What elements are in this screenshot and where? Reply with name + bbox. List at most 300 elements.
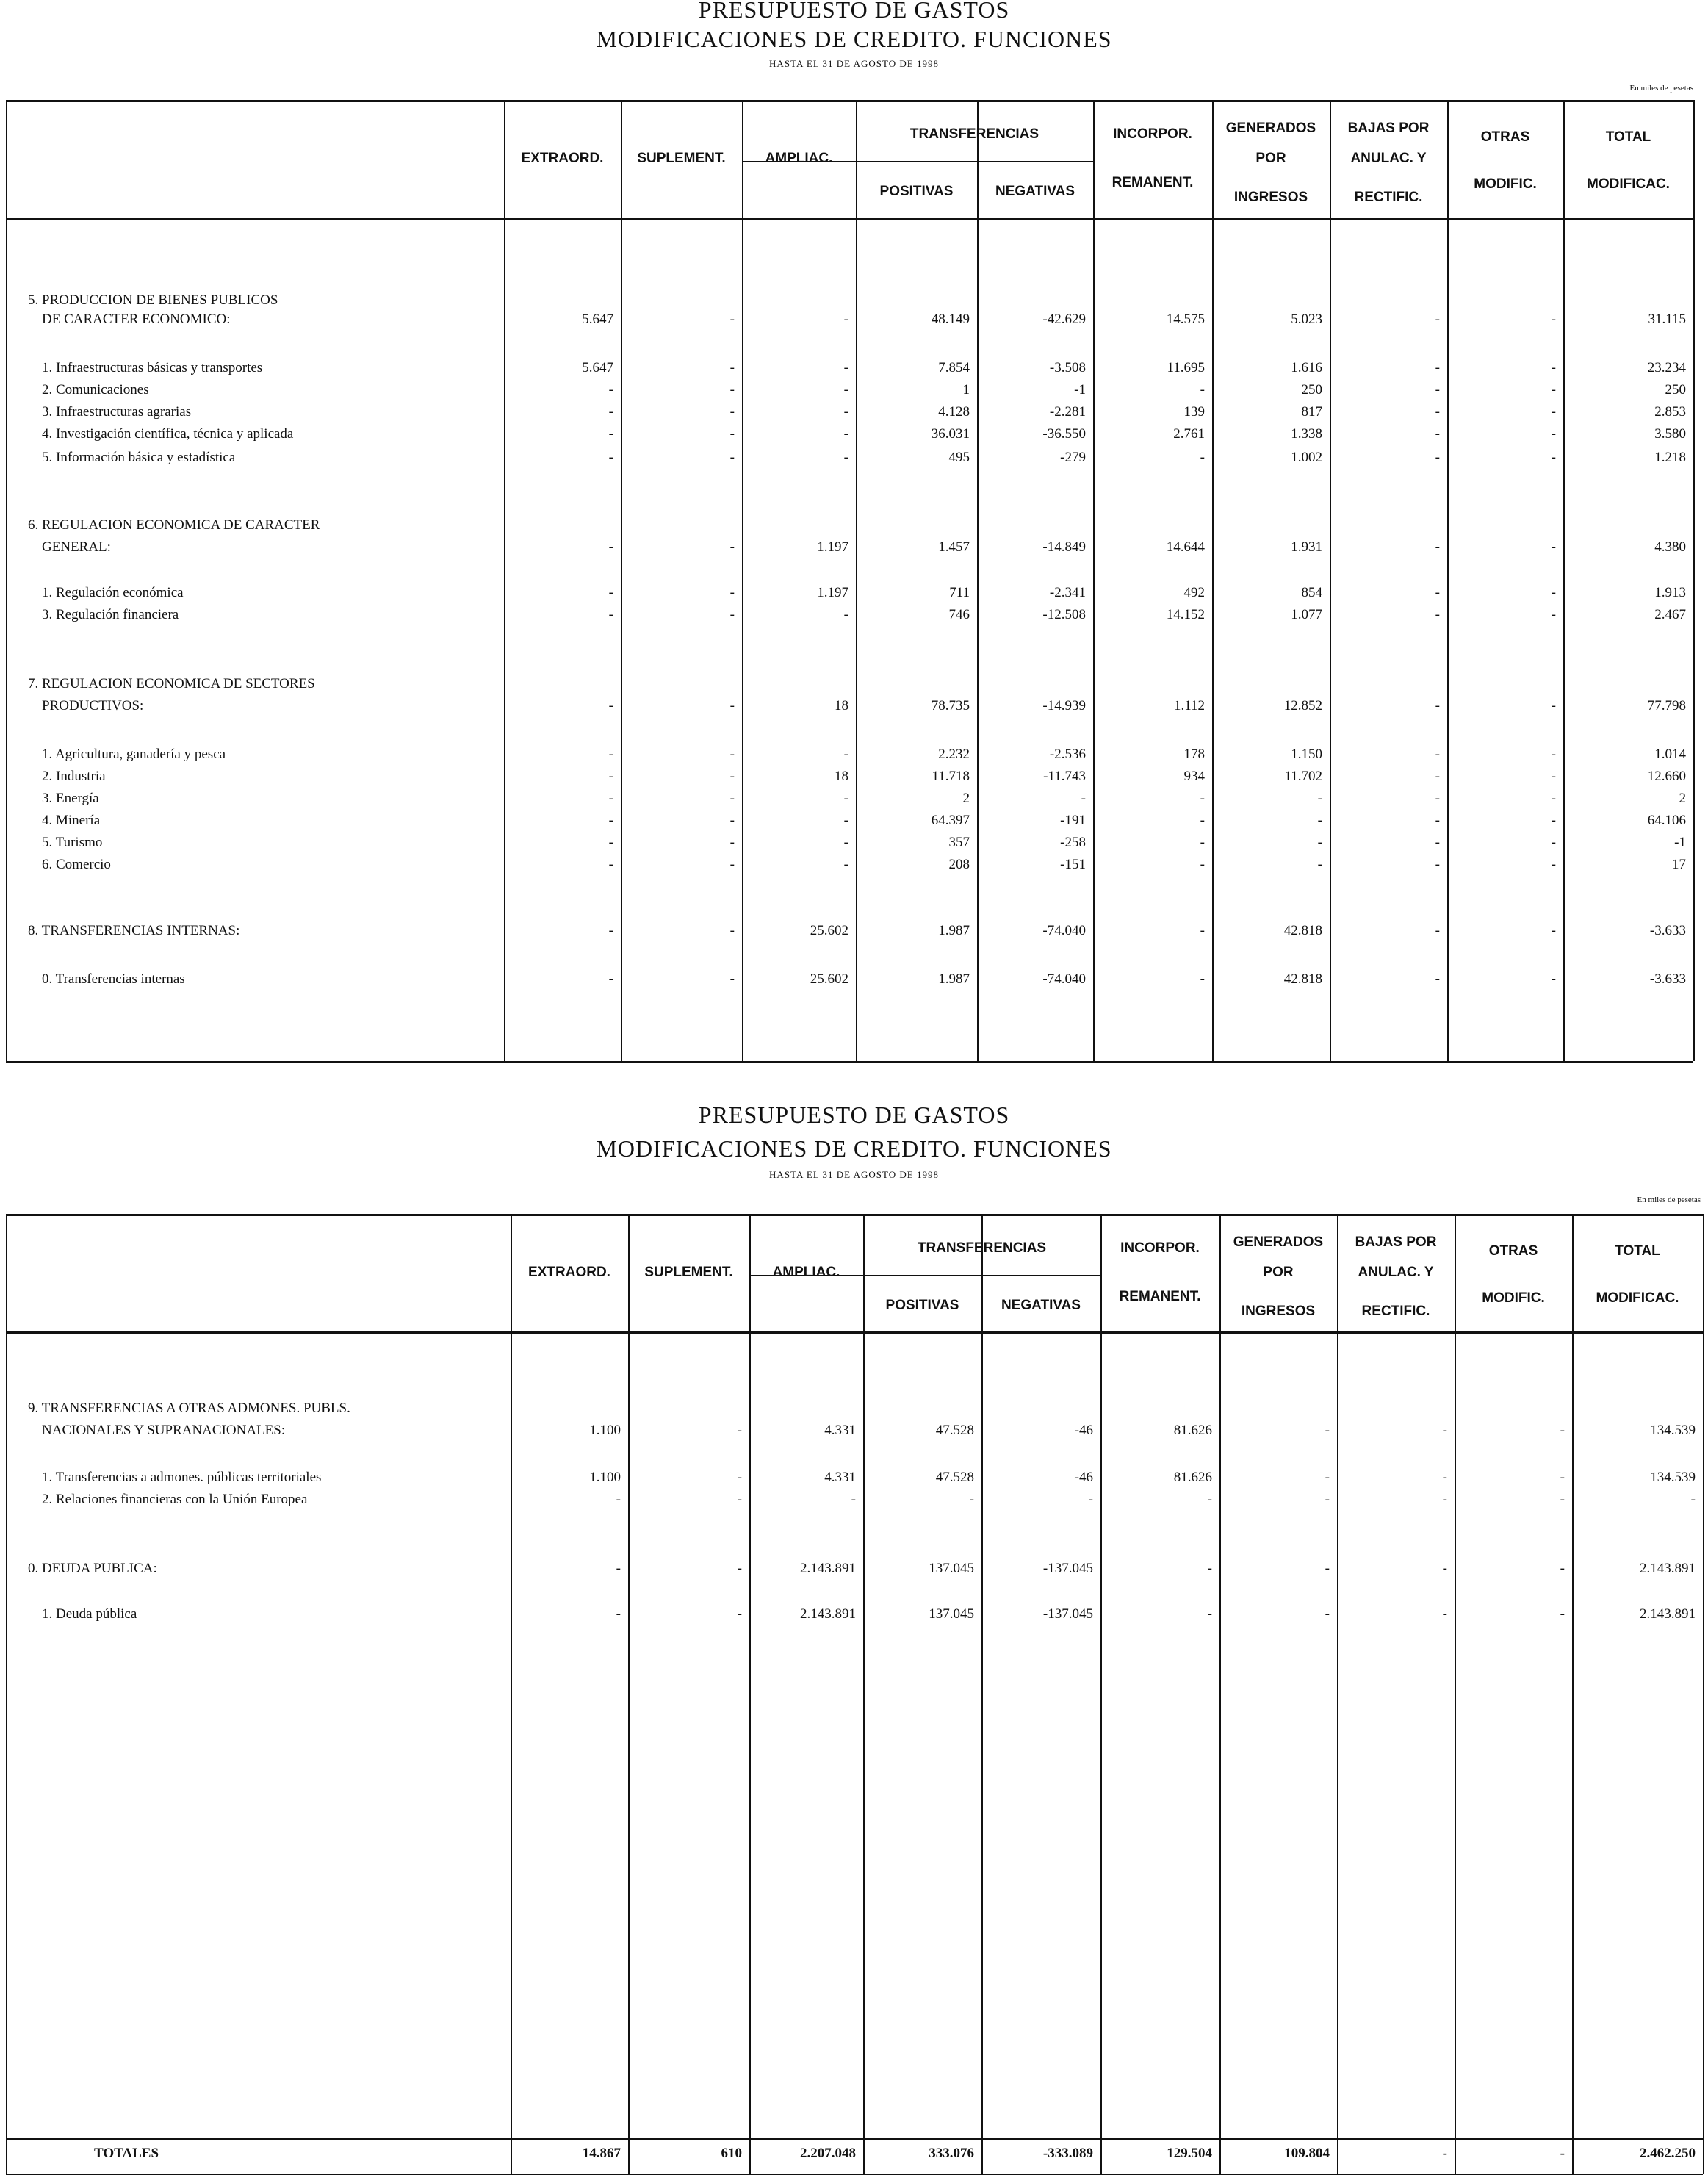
- row-value: -: [737, 1470, 742, 1485]
- column-rule: [6, 100, 7, 1061]
- row-value: 1.002: [1291, 450, 1322, 465]
- row-value: -: [608, 404, 613, 420]
- row-value: -74.040: [1042, 971, 1086, 987]
- row-label: 3. Infraestructuras agrarias: [28, 404, 192, 420]
- col-ampliac: AMPLIAC.: [765, 151, 833, 166]
- col-total-modificac: MODIFICAC.: [1596, 1290, 1679, 1306]
- column-rule: [1093, 100, 1095, 1061]
- row-value: 2.761: [1173, 426, 1205, 442]
- table-row: [0, 813, 1708, 833]
- row-label: 9. TRANSFERENCIAS A OTRAS ADMONES. PUBLS.: [28, 1401, 350, 1416]
- row-value: -: [737, 1606, 742, 1622]
- row-value: 137.045: [929, 1606, 974, 1622]
- column-rule: [1337, 1214, 1338, 2174]
- row-value: 14.152: [1166, 607, 1205, 622]
- table-row: [0, 404, 1708, 425]
- table-row: [0, 791, 1708, 811]
- row-value: 1.913: [1654, 585, 1686, 600]
- row-value: 178: [1183, 747, 1205, 762]
- row-value: -: [1442, 1470, 1447, 1485]
- row-label: GENERAL:: [28, 539, 111, 555]
- row-value: 2.143.891: [1640, 1606, 1696, 1622]
- row-value: 137.045: [929, 1561, 974, 1576]
- row-value: -: [608, 813, 613, 828]
- row-value: -: [729, 312, 735, 327]
- row-value: -2.536: [1049, 747, 1086, 762]
- row-value: -3.633: [1649, 923, 1686, 938]
- row-label: DE CARACTER ECONOMICO:: [28, 312, 231, 327]
- row-value: -: [1317, 857, 1322, 872]
- row-value: -: [843, 360, 848, 375]
- row-label: 6. Comercio: [28, 857, 111, 872]
- row-label: 8. TRANSFERENCIAS INTERNAS:: [28, 923, 240, 938]
- row-value: -: [608, 747, 613, 762]
- row-value: -: [1435, 698, 1440, 713]
- row-value: 47.528: [935, 1470, 974, 1485]
- col-otras: OTRAS: [1488, 1243, 1538, 1259]
- row-value: -: [1207, 1606, 1212, 1622]
- row-value: 18: [835, 698, 848, 713]
- row-value: 25.602: [810, 971, 848, 987]
- col-bajas: BAJAS POR: [1355, 1234, 1437, 1250]
- totals-value: 109.804: [1284, 2146, 1330, 2161]
- table-row: [0, 857, 1708, 877]
- row-value: 1.338: [1291, 426, 1322, 442]
- column-rule: [621, 100, 622, 1061]
- row-value: -: [729, 747, 735, 762]
- row-value: 1.150: [1291, 747, 1322, 762]
- column-rule: [1455, 1214, 1456, 2174]
- row-value: -: [1551, 450, 1556, 465]
- row-value: 2.232: [938, 747, 970, 762]
- row-value: -: [1317, 813, 1322, 828]
- row-value: -: [1435, 585, 1440, 600]
- row-value: -: [608, 382, 613, 398]
- column-rule: [977, 100, 979, 1061]
- row-value: -: [843, 835, 848, 850]
- col-remanent: REMANENT.: [1119, 1289, 1201, 1305]
- row-value: 7.854: [938, 360, 970, 375]
- row-value: -: [608, 607, 613, 622]
- row-value: -: [843, 747, 848, 762]
- col-generados: GENERADOS: [1225, 120, 1316, 136]
- section1-units: En miles de pesetas: [1629, 84, 1693, 93]
- table-row: [0, 971, 1708, 992]
- row-value: -: [608, 971, 613, 987]
- row-label: 0. DEUDA PUBLICA:: [28, 1561, 157, 1576]
- row-value: 134.539: [1650, 1423, 1696, 1438]
- row-value: -: [729, 450, 735, 465]
- col-positivas: POSITIVAS: [885, 1298, 959, 1314]
- row-label: 2. Industria: [28, 769, 106, 784]
- row-value: -: [616, 1606, 621, 1622]
- row-value: 4.128: [938, 404, 970, 420]
- col-incorpor: INCORPOR.: [1113, 126, 1192, 142]
- row-value: -: [616, 1492, 621, 1507]
- row-value: 14.644: [1166, 539, 1205, 555]
- row-value: -: [1200, 791, 1205, 806]
- row-label: 3. Energía: [28, 791, 99, 806]
- row-value: -: [1551, 769, 1556, 784]
- column-rule: [981, 1214, 983, 2174]
- row-value: -151: [1060, 857, 1086, 872]
- row-value: -: [1088, 1492, 1093, 1507]
- column-rule: [1212, 100, 1214, 1061]
- row-value: -: [1551, 698, 1556, 713]
- row-value: -: [1200, 971, 1205, 987]
- row-value: -: [1200, 450, 1205, 465]
- row-value: -: [1551, 835, 1556, 850]
- row-value: -: [1435, 923, 1440, 938]
- row-value: 4.331: [824, 1470, 856, 1485]
- incorpor-subheader-rule: [977, 161, 1093, 162]
- row-value: 1.616: [1291, 360, 1322, 375]
- column-rule: [6, 1214, 7, 2174]
- row-value: -137.045: [1042, 1561, 1093, 1576]
- row-value: 2.467: [1654, 607, 1686, 622]
- row-value: 495: [948, 450, 970, 465]
- row-value: 139: [1183, 404, 1205, 420]
- row-label: 2. Relaciones financieras con la Unión Europea: [28, 1492, 308, 1507]
- row-value: -: [1551, 426, 1556, 442]
- row-value: -: [608, 426, 613, 442]
- col-transferencias: TRANSFERENCIAS: [917, 1240, 1047, 1256]
- row-value: -: [616, 1561, 621, 1576]
- col-generados: GENERADOS: [1233, 1234, 1324, 1250]
- table-top-rule: [6, 100, 1693, 102]
- totals-value: -333.089: [1042, 2146, 1093, 2161]
- row-value: 14.575: [1166, 312, 1205, 327]
- header-bottom-rule: [6, 1331, 1703, 1334]
- row-value: -: [1207, 1492, 1212, 1507]
- row-label: 1. Regulación económica: [28, 585, 184, 600]
- row-value: -: [1435, 835, 1440, 850]
- row-value: -: [843, 813, 848, 828]
- row-value: 1.987: [938, 971, 970, 987]
- row-value: -: [843, 607, 848, 622]
- row-value: 2.143.891: [800, 1606, 856, 1622]
- section1-subtitle-main: MODIFICACIONES DE CREDITO. FUNCIONES: [596, 26, 1112, 52]
- column-rule: [1100, 1214, 1102, 2174]
- row-value: 25.602: [810, 923, 848, 938]
- col-ampliac: AMPLIAC.: [772, 1265, 840, 1280]
- totals-rule: [6, 2138, 1703, 2140]
- row-value: 5.647: [582, 312, 613, 327]
- row-value: -: [1435, 426, 1440, 442]
- row-value: -11.743: [1043, 769, 1086, 784]
- row-value: -: [1551, 360, 1556, 375]
- row-label: 1. Deuda pública: [28, 1606, 137, 1622]
- row-value: 1.197: [817, 539, 848, 555]
- table-row: [0, 747, 1708, 767]
- column-rule: [1563, 100, 1565, 1061]
- row-value: -: [729, 813, 735, 828]
- row-value: -74.040: [1042, 923, 1086, 938]
- table-row: [0, 923, 1708, 943]
- row-value: -: [737, 1423, 742, 1438]
- row-value: -: [1560, 1470, 1565, 1485]
- totals-value: -: [1560, 2146, 1565, 2161]
- table-row: [0, 698, 1708, 719]
- row-value: -: [729, 585, 735, 600]
- header-bottom-rule: [6, 218, 1693, 220]
- row-value: 5.647: [582, 360, 613, 375]
- row-value: 1.197: [817, 585, 848, 600]
- row-label: 7. REGULACION ECONOMICA DE SECTORES: [28, 676, 315, 691]
- totals-value: 610: [721, 2146, 742, 2161]
- row-value: -: [1442, 1561, 1447, 1576]
- row-value: -: [608, 698, 613, 713]
- col-bajas-anulac: ANULAC. Y: [1358, 1265, 1434, 1280]
- row-value: -: [1435, 971, 1440, 987]
- row-value: -: [1435, 791, 1440, 806]
- row-value: -: [1551, 585, 1556, 600]
- row-label: 6. REGULACION ECONOMICA DE CARACTER: [28, 517, 320, 533]
- col-generados-por: POR: [1255, 151, 1286, 166]
- row-value: 81.626: [1173, 1423, 1212, 1438]
- row-value: 4.380: [1654, 539, 1686, 555]
- row-value: -: [1551, 539, 1556, 555]
- row-value: -: [843, 426, 848, 442]
- row-value: -258: [1060, 835, 1086, 850]
- row-label: PRODUCTIVOS:: [28, 698, 144, 713]
- row-value: -: [1551, 923, 1556, 938]
- row-value: -: [1560, 1606, 1565, 1622]
- row-value: -: [1081, 791, 1086, 806]
- row-value: -: [843, 857, 848, 872]
- row-label: 1. Infraestructuras básicas y transportes: [28, 360, 263, 375]
- row-label: 2. Comunicaciones: [28, 382, 149, 398]
- col-otras-modific: MODIFIC.: [1482, 1290, 1545, 1306]
- row-value: -: [1551, 607, 1556, 622]
- row-value: -: [729, 791, 735, 806]
- row-value: -: [1435, 857, 1440, 872]
- col-suplement: SUPLEMENT.: [644, 1265, 733, 1280]
- table-top-rule: [6, 1214, 1703, 1216]
- row-value: -: [843, 404, 848, 420]
- row-value: 12.852: [1283, 698, 1322, 713]
- table-row: [0, 1470, 1708, 1490]
- row-value: -: [1551, 312, 1556, 327]
- row-value: 1.100: [589, 1470, 621, 1485]
- row-value: -279: [1060, 450, 1086, 465]
- row-value: 36.031: [931, 426, 970, 442]
- row-value: -: [1435, 747, 1440, 762]
- row-value: -: [608, 791, 613, 806]
- row-value: -: [1560, 1561, 1565, 1576]
- table-bottom-rule: [6, 1061, 1693, 1063]
- row-value: -12.508: [1042, 607, 1086, 622]
- row-value: 492: [1183, 585, 1205, 600]
- column-rule: [856, 100, 857, 1061]
- row-value: 47.528: [935, 1423, 974, 1438]
- row-value: -46: [1074, 1470, 1093, 1485]
- row-value: 23.234: [1647, 360, 1686, 375]
- row-value: 357: [948, 835, 970, 850]
- row-value: -: [608, 923, 613, 938]
- row-value: -: [1200, 382, 1205, 398]
- row-value: 208: [948, 857, 970, 872]
- row-value: -: [1325, 1492, 1330, 1507]
- row-value: -14.939: [1042, 698, 1086, 713]
- row-value: -: [608, 835, 613, 850]
- col-extraord: EXTRAORD.: [521, 151, 604, 166]
- column-rule: [1572, 1214, 1574, 2174]
- col-bajas: BAJAS POR: [1347, 120, 1430, 136]
- column-rule: [1447, 100, 1449, 1061]
- totals-row: [0, 2146, 1708, 2166]
- row-value: -: [1207, 1561, 1212, 1576]
- row-value: 250: [1665, 382, 1686, 398]
- row-value: 3.580: [1654, 426, 1686, 442]
- row-value: -: [1560, 1492, 1565, 1507]
- column-rule: [511, 1214, 512, 2174]
- table-row: [0, 517, 1708, 538]
- row-value: -: [729, 382, 735, 398]
- col-otras: OTRAS: [1480, 129, 1530, 145]
- table-row: [0, 360, 1708, 381]
- col-generados-por: POR: [1263, 1265, 1294, 1280]
- col-remanent: REMANENT.: [1111, 175, 1194, 191]
- row-value: -: [843, 450, 848, 465]
- totals-value: -: [1442, 2146, 1447, 2161]
- row-value: 12.660: [1647, 769, 1686, 784]
- row-value: -: [1560, 1423, 1565, 1438]
- row-value: 1.931: [1291, 539, 1322, 555]
- row-value: 1.218: [1654, 450, 1686, 465]
- row-label: 4. Minería: [28, 813, 101, 828]
- table-row: [0, 676, 1708, 697]
- row-value: -: [1200, 857, 1205, 872]
- row-value: 2.853: [1654, 404, 1686, 420]
- row-value: -: [729, 607, 735, 622]
- row-value: -: [1317, 791, 1322, 806]
- section1-title: PRESUPUESTO DE GASTOS: [698, 0, 1010, 23]
- row-value: 17: [1672, 857, 1686, 872]
- row-value: 934: [1183, 769, 1205, 784]
- col-extraord: EXTRAORD.: [528, 1265, 610, 1280]
- row-value: -: [1317, 835, 1322, 850]
- row-value: -: [608, 857, 613, 872]
- col-negativas: NEGATIVAS: [995, 184, 1075, 200]
- column-rule: [742, 100, 743, 1061]
- row-value: -: [1325, 1561, 1330, 1576]
- row-value: 2: [962, 791, 970, 806]
- row-label: NACIONALES Y SUPRANACIONALES:: [28, 1423, 286, 1438]
- row-value: -14.849: [1042, 539, 1086, 555]
- table-row: [0, 835, 1708, 855]
- row-value: 134.539: [1650, 1470, 1696, 1485]
- row-value: -42.629: [1042, 312, 1086, 327]
- row-label: 1. Transferencias a admones. públicas territoriales: [28, 1470, 322, 1485]
- row-value: 2.143.891: [800, 1561, 856, 1576]
- row-value: 1.987: [938, 923, 970, 938]
- table-row: [0, 450, 1708, 470]
- row-value: -: [1435, 382, 1440, 398]
- row-value: -: [1435, 404, 1440, 420]
- row-value: -46: [1074, 1423, 1093, 1438]
- col-negativas: NEGATIVAS: [1001, 1298, 1081, 1314]
- row-value: -: [1435, 450, 1440, 465]
- row-label: 5. PRODUCCION DE BIENES PUBLICOS: [28, 292, 278, 308]
- row-value: -: [729, 971, 735, 987]
- row-value: -: [1551, 971, 1556, 987]
- table-row: [0, 1606, 1708, 1627]
- table-row: [0, 426, 1708, 447]
- row-value: -137.045: [1042, 1606, 1093, 1622]
- table-row: [0, 607, 1708, 628]
- col-bajas-rectific: RECTIFIC.: [1354, 190, 1423, 206]
- row-value: -: [1435, 813, 1440, 828]
- totals-label: TOTALES: [94, 2146, 159, 2161]
- row-value: -36.550: [1042, 426, 1086, 442]
- table-row: [0, 539, 1708, 560]
- column-rule: [504, 100, 505, 1061]
- row-value: -: [1200, 835, 1205, 850]
- row-value: 746: [948, 607, 970, 622]
- row-value: 42.818: [1283, 923, 1322, 938]
- row-value: 1.077: [1291, 607, 1322, 622]
- column-rule: [749, 1214, 751, 2174]
- row-label: 0. Transferencias internas: [28, 971, 185, 987]
- row-value: -: [1200, 813, 1205, 828]
- col-suplement: SUPLEMENT.: [637, 151, 726, 166]
- table-row: [0, 312, 1708, 332]
- col-otras-modific: MODIFIC.: [1474, 176, 1537, 193]
- row-value: -: [729, 539, 735, 555]
- column-rule: [1219, 1214, 1221, 2174]
- col-bajas-anulac: ANULAC. Y: [1350, 151, 1427, 166]
- totals-value: 14.867: [582, 2146, 621, 2161]
- row-value: 64.397: [931, 813, 970, 828]
- row-label: 1. Agricultura, ganadería y pesca: [28, 747, 226, 762]
- incorpor-subheader-rule: [981, 1275, 1100, 1276]
- row-value: 1.457: [938, 539, 970, 555]
- section2-title: PRESUPUESTO DE GASTOS: [698, 1101, 1010, 1128]
- row-value: 250: [1301, 382, 1322, 398]
- row-value: -: [1442, 1492, 1447, 1507]
- row-value: 854: [1301, 585, 1322, 600]
- col-incorpor: INCORPOR.: [1120, 1240, 1200, 1256]
- row-value: -: [1325, 1606, 1330, 1622]
- row-value: -191: [1060, 813, 1086, 828]
- table-row: [0, 1423, 1708, 1443]
- row-value: -: [608, 585, 613, 600]
- row-value: -: [729, 426, 735, 442]
- row-value: 81.626: [1173, 1470, 1212, 1485]
- totals-value: 2.462.250: [1640, 2146, 1696, 2161]
- column-rule: [1330, 100, 1331, 1061]
- row-value: -: [608, 769, 613, 784]
- row-value: -: [729, 857, 735, 872]
- row-value: -: [737, 1561, 742, 1576]
- row-value: -: [1551, 857, 1556, 872]
- row-value: 1.014: [1654, 747, 1686, 762]
- row-value: -: [1435, 607, 1440, 622]
- row-value: -: [969, 1492, 974, 1507]
- col-positivas: POSITIVAS: [879, 184, 954, 200]
- row-value: -: [1435, 360, 1440, 375]
- section2-units: En miles de pesetas: [1637, 1196, 1701, 1204]
- section2-date: HASTA EL 31 DE AGOSTO DE 1998: [769, 1169, 939, 1180]
- row-value: -: [1435, 539, 1440, 555]
- column-rule: [1703, 1214, 1704, 2174]
- totals-value: 2.207.048: [800, 2146, 856, 2161]
- row-value: -: [843, 382, 848, 398]
- row-value: 2: [1679, 791, 1686, 806]
- table-row: [0, 382, 1708, 403]
- row-value: 42.818: [1283, 971, 1322, 987]
